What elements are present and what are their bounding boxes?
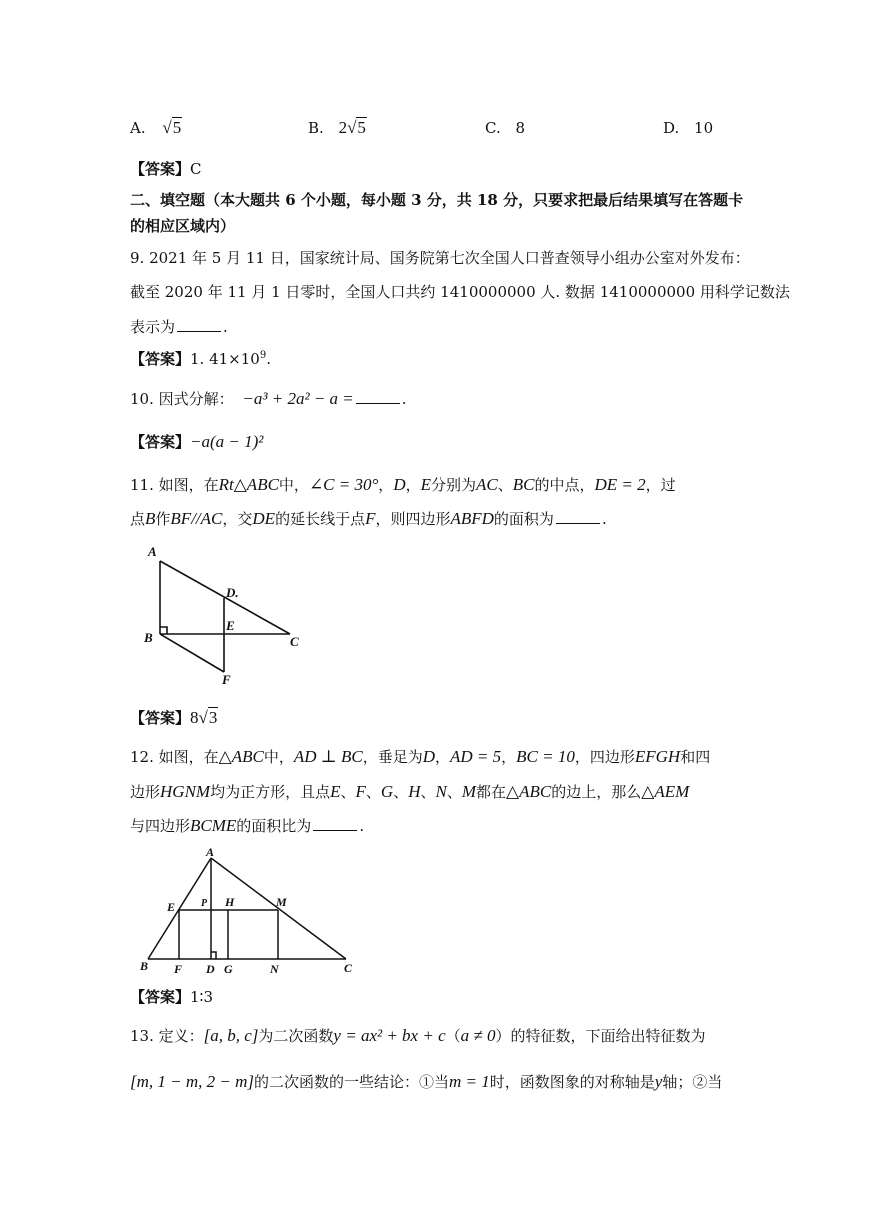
text: ，四边形 xyxy=(574,748,635,766)
text: 轴；②当 xyxy=(662,1073,723,1091)
math: D xyxy=(422,747,435,766)
q11-line2 xyxy=(130,508,607,529)
text: 的面积为 xyxy=(493,510,554,528)
sqrt-expression: √5 xyxy=(162,118,182,137)
math: m = 1 xyxy=(449,1072,490,1091)
label-p: P xyxy=(201,898,208,909)
q11-line1 xyxy=(130,474,676,495)
radicand: 5 xyxy=(172,118,182,137)
text: 、 xyxy=(365,783,381,801)
text: 、 xyxy=(446,783,462,801)
text: 都在 xyxy=(476,783,507,801)
radicand: 3 xyxy=(208,708,218,727)
radicand: 5 xyxy=(357,118,366,137)
q9-text: 表示为 xyxy=(130,318,176,336)
text: ，过 xyxy=(645,476,676,494)
label-a: A xyxy=(148,544,157,559)
text: 的延长线于点 xyxy=(275,510,366,528)
period: . xyxy=(266,350,271,368)
text: 中， xyxy=(278,476,309,494)
q12-line3 xyxy=(130,815,364,836)
label-f: F xyxy=(222,672,231,687)
answer-label: 【答案】 xyxy=(130,160,191,178)
text: ，交 xyxy=(222,510,253,528)
text: ， xyxy=(501,748,517,766)
q8-answer xyxy=(130,158,202,179)
side-ac xyxy=(160,561,290,634)
choice-letter: B. xyxy=(308,119,324,137)
label-b: B xyxy=(144,630,153,645)
text: 、 xyxy=(497,476,513,494)
math: AD ⊥ BC xyxy=(293,747,363,766)
math: [m, 1 − m, 2 − m] xyxy=(130,1072,255,1091)
label-m: M xyxy=(276,895,287,909)
choice-b xyxy=(308,118,367,138)
math: N xyxy=(435,782,447,801)
math: △AEM xyxy=(641,782,690,801)
answer-value: 1∶3 xyxy=(190,988,214,1006)
math: △ABC xyxy=(506,782,552,801)
text: ）的特征数，下面给出特征数为 xyxy=(495,1027,706,1045)
q12-line2 xyxy=(130,781,689,802)
q9-line3 xyxy=(130,316,228,337)
q9-answer xyxy=(130,348,271,369)
math: B xyxy=(145,509,156,528)
math: [a, b, c] xyxy=(203,1026,259,1045)
text: 12. 如图，在 xyxy=(130,748,219,766)
answer-blank xyxy=(313,816,357,831)
answer-exponent: 9 xyxy=(259,350,267,361)
math: E xyxy=(420,475,431,494)
period: . xyxy=(223,318,228,336)
text: 和四 xyxy=(680,748,711,766)
text: 中， xyxy=(263,748,294,766)
answer-blank xyxy=(177,317,221,332)
answer-label: 【答案】 xyxy=(130,709,191,727)
text: 边形 xyxy=(130,783,161,801)
text: 11. 如图，在 xyxy=(130,476,219,494)
q10-answer xyxy=(130,431,263,452)
text: 的边上，那么 xyxy=(551,783,642,801)
label-b: B xyxy=(140,959,149,973)
q12-figure xyxy=(136,845,366,980)
text: 时，函数图象的对称轴是 xyxy=(489,1073,655,1091)
answer-value: −a(a − 1)² xyxy=(190,432,264,451)
label-n: N xyxy=(270,962,279,976)
label-c: C xyxy=(290,634,299,649)
text: 均为正方形，且点 xyxy=(210,783,331,801)
text: ，则四边形 xyxy=(375,510,451,528)
q10-question xyxy=(130,388,407,409)
math: y = ax² + bx + c xyxy=(333,1026,446,1045)
text: ，垂足为 xyxy=(362,748,423,766)
text: ， xyxy=(405,476,421,494)
label-d: D xyxy=(206,962,215,976)
math: BCME xyxy=(190,816,237,835)
math: Rt△ABC xyxy=(218,475,279,494)
math: a ≠ 0 xyxy=(460,1026,496,1045)
choice-value: 10 xyxy=(694,119,714,137)
text: 与四边形 xyxy=(130,817,191,835)
q11-answer xyxy=(130,707,218,728)
math: AC xyxy=(476,475,498,494)
text: ， xyxy=(435,748,451,766)
choice-letter: C. xyxy=(485,119,501,137)
q9-line1: 9. 2021 年 5 月 11 日，国家统计局、国务院第七次全国人口普查领导小组办公室对外发布： xyxy=(130,249,750,267)
label-e: E xyxy=(226,618,235,633)
math: BF//AC xyxy=(170,509,223,528)
answer-blank xyxy=(556,509,600,524)
label-e: E xyxy=(167,900,176,914)
label-f: F xyxy=(174,962,183,976)
math: DE = 2 xyxy=(594,475,646,494)
answer-label: 【答案】 xyxy=(130,350,191,368)
math: G xyxy=(380,782,394,801)
segment-bf xyxy=(160,634,224,672)
math: BC xyxy=(512,475,535,494)
math: H xyxy=(408,782,421,801)
q10-expression: −a³ + 2a² − a = xyxy=(242,389,354,408)
math: HGNM xyxy=(160,782,211,801)
math: ∠C = 30° xyxy=(308,475,379,494)
choice-c xyxy=(485,119,525,137)
coefficient: 8 xyxy=(190,708,199,727)
math: EFGH xyxy=(634,747,681,766)
text: 的面积比为 xyxy=(236,817,312,835)
text: 分别为 xyxy=(431,476,477,494)
math: ABFD xyxy=(450,509,494,528)
text: ， xyxy=(378,476,394,494)
period: . xyxy=(359,817,365,835)
choice-a xyxy=(130,118,182,138)
math: DE xyxy=(252,509,276,528)
text: 、 xyxy=(420,783,436,801)
choice-letter: D. xyxy=(663,119,680,137)
math: E xyxy=(330,782,341,801)
math: y xyxy=(654,1072,663,1091)
label-h: H xyxy=(225,895,235,909)
label-c: C xyxy=(344,961,353,975)
math: M xyxy=(461,782,477,801)
q12-answer xyxy=(130,986,213,1007)
period: . xyxy=(401,390,407,408)
coefficient: 2 xyxy=(338,118,348,137)
text: 13. 定义： xyxy=(130,1027,204,1045)
answer-value: 1. 41×10 xyxy=(190,350,260,368)
answer-label: 【答案】 xyxy=(130,433,191,451)
math: BC = 10 xyxy=(516,747,575,766)
math: AD = 5 xyxy=(450,747,502,766)
answer-value: C xyxy=(190,160,202,178)
answer-value: 8√3 xyxy=(190,708,218,727)
q13-line2 xyxy=(130,1071,722,1092)
section-heading-line1: 二、填空题（本大题共 6 个小题，每小题 3 分，共 18 分，只要求把最后结果填写在答题卡 xyxy=(130,191,744,209)
sqrt-expression: 2√5 xyxy=(338,118,366,137)
label-d: D. xyxy=(226,585,239,600)
text: 、 xyxy=(340,783,356,801)
choice-d xyxy=(663,119,713,137)
answer-blank xyxy=(356,389,400,404)
q13-line1 xyxy=(130,1025,706,1046)
label-a: A xyxy=(206,845,215,859)
math: △ABC xyxy=(218,747,264,766)
math: D xyxy=(393,475,406,494)
text: （ xyxy=(445,1027,461,1045)
q9-line2: 截至 2020 年 11 月 1 日零时，全国人口共约 1410000000 人. 数据 1410000000 用科学记数法 xyxy=(130,283,790,301)
text: 的中点， xyxy=(534,476,595,494)
choice-value: 8 xyxy=(515,119,526,137)
text: 、 xyxy=(393,783,409,801)
section-heading-line2: 的相应区域内） xyxy=(130,217,236,235)
text: 点 xyxy=(130,510,146,528)
math: F xyxy=(365,509,376,528)
q11-figure xyxy=(140,542,310,687)
choice-letter: A. xyxy=(130,119,146,137)
label-g: G xyxy=(224,962,233,976)
text: 的二次函数的一些结论：①当 xyxy=(254,1073,450,1091)
right-angle-mark xyxy=(160,627,167,634)
q10-text: 10. 因式分解： xyxy=(130,390,234,408)
period: . xyxy=(601,510,607,528)
text: 为二次函数 xyxy=(258,1027,334,1045)
q12-line1 xyxy=(130,746,710,767)
math: F xyxy=(355,782,366,801)
answer-label: 【答案】 xyxy=(130,988,191,1006)
text: 作 xyxy=(155,510,171,528)
